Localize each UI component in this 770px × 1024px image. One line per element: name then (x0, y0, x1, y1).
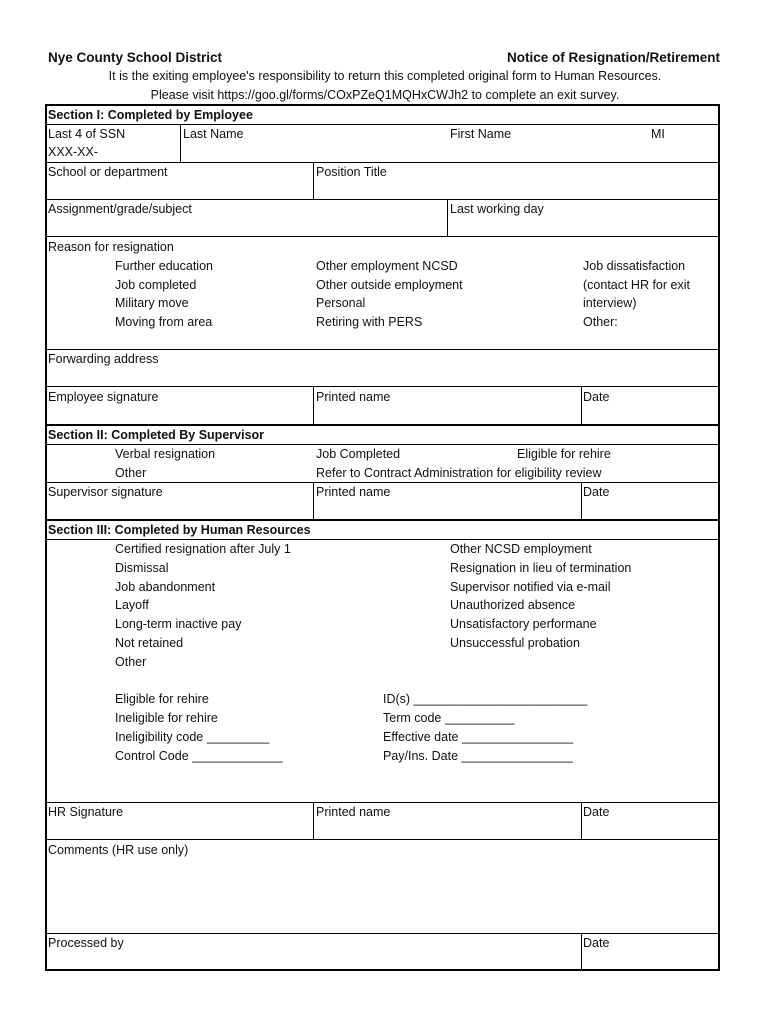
comments-field[interactable]: Comments (HR use only) (48, 843, 189, 857)
hr-option[interactable]: Job abandonment (115, 580, 216, 594)
form-frame (45, 104, 720, 971)
instructions-line-1: It is the exiting employee's responsibility to return this completed original form to Human Resources. (108, 69, 662, 83)
district-name: Nye County School District (48, 50, 223, 65)
mi-field[interactable]: MI (651, 127, 665, 141)
reason-option[interactable]: Personal (316, 296, 366, 310)
employee-date-field[interactable]: Date (583, 390, 610, 404)
assignment-field[interactable]: Assignment/grade/subject (48, 202, 192, 216)
ssn-field[interactable]: XXX-XX- (48, 145, 99, 159)
control-code-field[interactable]: Control Code _____________ (115, 749, 283, 763)
hr-option[interactable]: Dismissal (115, 561, 169, 575)
hr-option[interactable]: Resignation in lieu of termination (450, 561, 632, 575)
last-name-field[interactable]: Last Name (183, 127, 244, 141)
hr-option[interactable]: Other NCSD employment (450, 542, 592, 556)
reason-option[interactable]: Other outside employment (316, 278, 463, 292)
hr-option[interactable]: Other (115, 655, 147, 669)
pay-ins-date-field[interactable]: Pay/Ins. Date ________________ (383, 749, 573, 763)
ssn-label: Last 4 of SSN (48, 127, 126, 141)
reason-option[interactable]: Job completed (115, 278, 197, 292)
position-title-field[interactable]: Position Title (316, 165, 387, 179)
hr-option[interactable]: Certified resignation after July 1 (115, 542, 291, 556)
processed-by-field[interactable]: Processed by (48, 936, 124, 950)
hr-signature-field[interactable]: HR Signature (48, 805, 124, 819)
effective-date-field[interactable]: Effective date ________________ (383, 730, 574, 744)
forwarding-address-field[interactable]: Forwarding address (48, 352, 159, 366)
instructions-line-2: Please visit https://goo.gl/forms/COxPZeQ1MQHxCWJh2 to complete an exit survey. (150, 88, 620, 102)
hr-printed-name-field[interactable]: Printed name (316, 805, 391, 819)
first-name-field[interactable]: First Name (450, 127, 512, 141)
reason-option-other[interactable]: Other: (583, 315, 618, 329)
job-completed-option[interactable]: Job Completed (316, 447, 401, 461)
reason-option[interactable]: Other employment NCSD (316, 259, 458, 273)
reason-option[interactable]: Retiring with PERS (316, 315, 423, 329)
supervisor-printed-name-field[interactable]: Printed name (316, 485, 391, 499)
employee-signature-field[interactable]: Employee signature (48, 390, 159, 404)
processed-date-field[interactable]: Date (583, 936, 610, 950)
eligible-rehire-option[interactable]: Eligible for rehire (517, 447, 611, 461)
hr-option[interactable]: Unsatisfactory performane (450, 617, 597, 631)
hr-date-field[interactable]: Date (583, 805, 610, 819)
other-option[interactable]: Other (115, 466, 147, 480)
reason-option[interactable]: Job dissatisfaction (583, 259, 686, 273)
hr-option[interactable]: Layoff (115, 598, 149, 612)
reason-option[interactable]: Further education (115, 259, 213, 273)
section-3-title: Section III: Completed by Human Resources (48, 523, 311, 537)
form-title: Notice of Resignation/Retirement (507, 50, 721, 65)
reason-option[interactable]: Military move (115, 296, 189, 310)
supervisor-date-field[interactable]: Date (583, 485, 610, 499)
section-2-title: Section II: Completed By Supervisor (48, 428, 265, 442)
employee-printed-name-field[interactable]: Printed name (316, 390, 391, 404)
reason-label: Reason for resignation (48, 240, 174, 254)
verbal-resignation-option[interactable]: Verbal resignation (115, 447, 216, 461)
refer-contract-option[interactable]: Refer to Contract Administration for eligibility review (316, 466, 602, 480)
hr-option[interactable]: Unauthorized absence (450, 598, 576, 612)
reason-note: (contact HR for exit (583, 278, 690, 292)
hr-option[interactable]: Not retained (115, 636, 184, 650)
term-code-field[interactable]: Term code __________ (383, 711, 515, 725)
hr-option[interactable]: Long-term inactive pay (115, 617, 242, 631)
last-working-day-field[interactable]: Last working day (450, 202, 544, 216)
supervisor-signature-field[interactable]: Supervisor signature (48, 485, 163, 499)
reason-note: interview) (583, 296, 637, 310)
hr-option[interactable]: Supervisor notified via e-mail (450, 580, 611, 594)
ineligibility-code-field[interactable]: Ineligibility code _________ (115, 730, 270, 744)
section-1-title: Section I: Completed by Employee (48, 108, 253, 122)
ids-field[interactable]: ID(s) _________________________ (383, 692, 588, 706)
hr-option[interactable]: Unsuccessful probation (450, 636, 580, 650)
school-department-field[interactable]: School or department (48, 165, 168, 179)
ineligible-rehire-field[interactable]: Ineligible for rehire (115, 711, 218, 725)
eligible-rehire-field[interactable]: Eligible for rehire (115, 692, 209, 706)
reason-option[interactable]: Moving from area (115, 315, 213, 329)
